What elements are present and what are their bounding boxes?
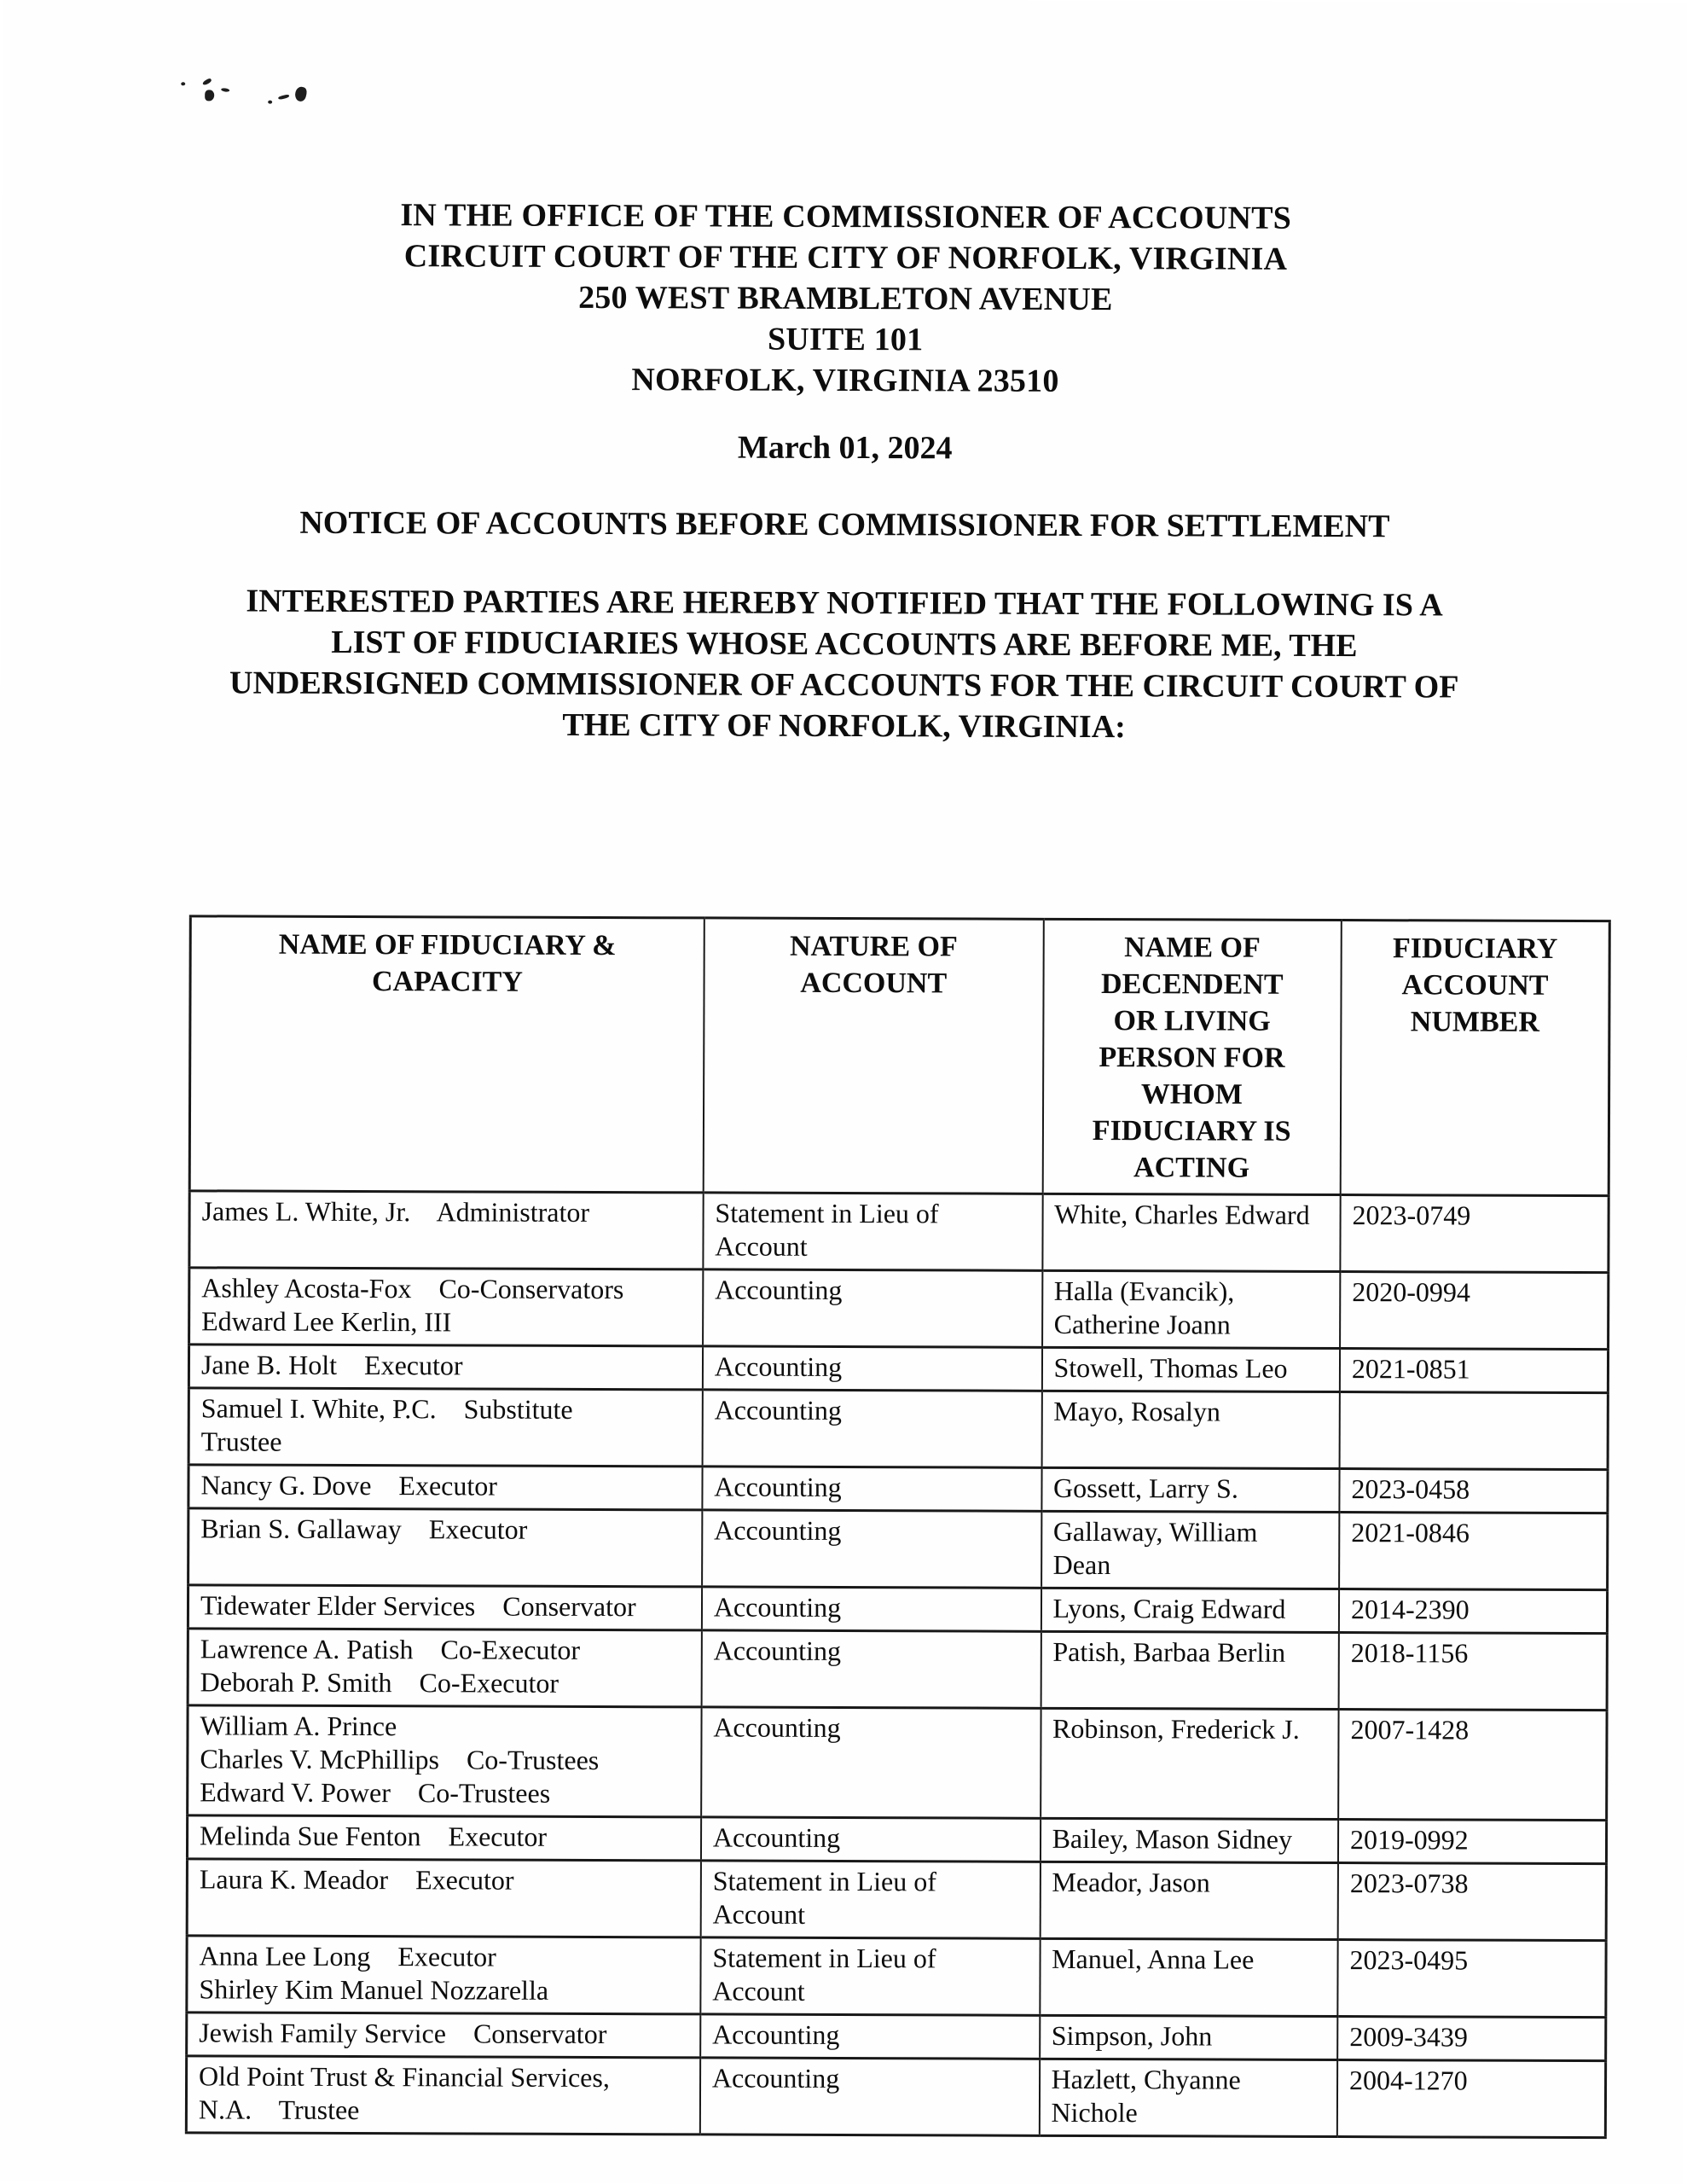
- cell-line: Patish, Barbaa Berlin: [1052, 1635, 1286, 1668]
- intro-line: THE CITY OF NORFOLK, VIRGINIA:: [562, 706, 1126, 746]
- column-header-fiduciary: [189, 916, 704, 1193]
- cell-line: Brian S. Gallaway Executor: [200, 1513, 528, 1545]
- cell-line: Nancy G. Dove Executor: [200, 1469, 497, 1502]
- table-row: [187, 1936, 1606, 2018]
- cell-line: Catherine Joann: [1053, 1308, 1231, 1340]
- accounts-table: [185, 915, 1611, 2139]
- cell-line: Account: [712, 1975, 805, 2007]
- intro-line: UNDERSIGNED COMMISSIONER OF ACCOUNTS FOR THE CIRCUIT COURT OF: [229, 665, 1459, 706]
- table-row: [188, 1388, 1608, 1470]
- table-row: [188, 1705, 1607, 1821]
- cell-line: Tidewater Elder Services Conservator: [200, 1589, 636, 1623]
- decedent-name-cell: [1041, 1391, 1340, 1468]
- cell-line: Laura K. Meador Executor: [199, 1863, 514, 1896]
- cell-line: Simpson, John: [1051, 2019, 1213, 2052]
- cell-line: ACTING: [1133, 1152, 1250, 1184]
- account-number-cell: [1339, 1469, 1608, 1513]
- cell-line: ACCOUNT: [800, 967, 948, 1000]
- table-row: [187, 2013, 1606, 2061]
- nature-of-account-cell: [700, 2014, 1040, 2059]
- cell-line: 2023-0749: [1352, 1199, 1471, 1231]
- decedent-name-cell: [1041, 1708, 1339, 1819]
- cell-line: 2023-0495: [1349, 1944, 1469, 1976]
- cell-line: Edward Lee Kerlin, III: [201, 1305, 452, 1338]
- cell-line: Old Point Trust & Financial Services,: [199, 2060, 610, 2094]
- account-number-cell: [1339, 1633, 1608, 1711]
- cell-line: 2023-0458: [1351, 1473, 1470, 1505]
- ink-speck: [278, 94, 290, 100]
- cell-line: Accounting: [714, 1394, 843, 1426]
- cell-line: Accounting: [712, 2018, 840, 2050]
- nature-of-account-cell: [701, 1707, 1041, 1818]
- cell-line: WHOM: [1140, 1078, 1243, 1111]
- fiduciary-cell: [188, 1388, 703, 1467]
- fiduciary-cell: [188, 1585, 702, 1630]
- account-number-cell: [1337, 2017, 1606, 2061]
- cell-line: 2009-3439: [1349, 2021, 1468, 2053]
- account-number-cell: [1337, 1940, 1606, 2018]
- cell-line: Account: [715, 1230, 808, 1262]
- account-number-cell: [1340, 1195, 1609, 1273]
- decedent-name-cell: [1039, 2059, 1337, 2136]
- decedent-name-cell: [1042, 1270, 1341, 1348]
- table-row: [189, 1268, 1609, 1350]
- letterhead-line-suite: SUITE 101: [767, 321, 924, 358]
- table-body: [186, 1191, 1609, 2138]
- column-header-nature: [704, 918, 1044, 1194]
- notice-title: NOTICE OF ACCOUNTS BEFORE COMMISSIONER FOR SETTLEMENT: [299, 504, 1390, 545]
- cell-line: Accounting: [715, 1274, 843, 1305]
- cell-line: 2021-0851: [1351, 1353, 1470, 1385]
- cell-line: 2004-1270: [1348, 2065, 1468, 2096]
- fiduciary-cell: [188, 1508, 703, 1587]
- letterhead-line-city: NORFOLK, VIRGINIA 23510: [631, 362, 1059, 399]
- nature-of-account-cell: [701, 1817, 1041, 1862]
- ink-speck: [268, 101, 272, 104]
- cell-line: 2020-0994: [1352, 1276, 1470, 1308]
- cell-line: ACCOUNT: [1401, 969, 1549, 1002]
- account-number-cell: [1340, 1392, 1609, 1470]
- cell-line: William A. Prince: [200, 1710, 397, 1742]
- decedent-name-cell: [1040, 2015, 1338, 2059]
- fiduciary-cell: [187, 1859, 701, 1937]
- cell-line: Hazlett, Chyanne: [1051, 2063, 1241, 2095]
- cell-line: Statement in Lieu of: [715, 1197, 939, 1229]
- decedent-name-cell: [1040, 1938, 1338, 2016]
- cell-line: FIDUCIARY: [1392, 932, 1558, 965]
- cell-line: Charles V. McPhillips Co-Trustees: [200, 1743, 600, 1776]
- account-number-cell: [1339, 1513, 1608, 1590]
- cell-line: Samuel I. White, P.C. Substitute: [200, 1392, 573, 1425]
- cell-line: DECENDENT: [1101, 968, 1284, 1001]
- nature-of-account-cell: [701, 1630, 1041, 1708]
- cell-line: Accounting: [714, 1471, 842, 1502]
- account-number-cell: [1339, 1589, 1608, 1634]
- cell-line: Deborah P. Smith Co-Executor: [200, 1666, 559, 1699]
- cell-line: Anna Lee Long Executor: [199, 1940, 496, 1972]
- cell-line: NUMBER: [1410, 1006, 1540, 1038]
- nature-of-account-cell: [703, 1346, 1042, 1391]
- fiduciary-cell: [187, 1936, 701, 2014]
- fiduciary-cell: [186, 2056, 700, 2135]
- nature-of-account-cell: [702, 1587, 1041, 1631]
- cell-line: FIDUCIARY IS: [1092, 1115, 1291, 1147]
- table-row: [187, 1859, 1606, 1941]
- table-row: [188, 1629, 1607, 1711]
- intro-line: LIST OF FIDUCIARIES WHOSE ACCOUNTS ARE BEFORE ME, THE: [331, 624, 1358, 665]
- cell-line: Account: [712, 1898, 806, 1930]
- fiduciary-cell: [188, 1629, 702, 1707]
- nature-of-account-cell: [703, 1269, 1042, 1347]
- cell-line: Manuel, Anna Lee: [1052, 1943, 1255, 1975]
- ink-speck: [221, 88, 229, 92]
- decedent-name-cell: [1042, 1194, 1341, 1271]
- cell-line: Mayo, Rosalyn: [1053, 1395, 1220, 1427]
- fiduciary-cell: [189, 1191, 704, 1269]
- cell-line: Gossett, Larry S.: [1052, 1472, 1238, 1504]
- account-number-cell: [1338, 1710, 1607, 1821]
- table-row: [189, 1191, 1609, 1273]
- intro-line: INTERESTED PARTIES ARE HEREBY NOTIFIED THAT THE FOLLOWING IS A: [246, 583, 1443, 624]
- cell-line: James L. White, Jr. Administrator: [201, 1195, 590, 1228]
- cell-line: Accounting: [711, 2062, 840, 2094]
- decedent-name-cell: [1041, 1818, 1339, 1862]
- cell-line: Statement in Lieu of: [712, 1865, 936, 1897]
- cell-line: CAPACITY: [371, 966, 524, 998]
- nature-of-account-cell: [701, 1861, 1041, 1938]
- ink-speck: [202, 78, 212, 86]
- fiduciary-cell: [188, 1705, 702, 1817]
- table-row: [186, 2056, 1605, 2138]
- table-row: [188, 1465, 1608, 1513]
- cell-line: Accounting: [713, 1711, 841, 1743]
- cell-line: Halla (Evancik),: [1053, 1275, 1235, 1307]
- cell-line: Gallaway, William: [1052, 1515, 1258, 1548]
- account-number-cell: [1338, 1820, 1607, 1864]
- table-header-row: [189, 916, 1609, 1196]
- cell-line: NATURE OF: [789, 930, 958, 963]
- document-date: March 01, 2024: [737, 429, 953, 467]
- nature-of-account-cell: [700, 2058, 1040, 2135]
- decedent-name-cell: [1041, 1347, 1340, 1391]
- cell-line: Accounting: [713, 1591, 842, 1623]
- nature-of-account-cell: [700, 1937, 1040, 2015]
- table-row: [188, 1345, 1608, 1393]
- cell-line: Lawrence A. Patish Co-Executor: [200, 1633, 581, 1665]
- fiduciary-cell: [187, 2013, 701, 2058]
- cell-line: 2014-2390: [1350, 1594, 1470, 1625]
- cell-line: 2023-0738: [1349, 1867, 1469, 1899]
- cell-line: Accounting: [713, 1635, 842, 1666]
- account-number-cell: [1340, 1272, 1609, 1350]
- fiduciary-cell: [188, 1345, 703, 1390]
- cell-line: White, Charles Edward: [1054, 1198, 1310, 1230]
- decedent-name-cell: [1041, 1631, 1339, 1709]
- letterhead-line-court: CIRCUIT COURT OF THE CITY OF NORFOLK, VIRGINIA: [403, 238, 1288, 277]
- cell-line: 2007-1428: [1350, 1714, 1470, 1745]
- cell-line: 2018-1156: [1350, 1637, 1469, 1669]
- account-number-cell: [1337, 2060, 1606, 2138]
- cell-line: Statement in Lieu of: [712, 1942, 936, 1974]
- fiduciary-cell: [188, 1465, 703, 1510]
- table-row: [188, 1585, 1607, 1634]
- cell-line: Stowell, Thomas Leo: [1053, 1351, 1288, 1384]
- cell-line: 2019-0992: [1349, 1824, 1469, 1856]
- cell-line: Lyons, Craig Edward: [1052, 1592, 1286, 1624]
- decedent-name-cell: [1040, 1862, 1338, 1939]
- cell-line: NAME OF FIDUCIARY &: [278, 928, 617, 962]
- nature-of-account-cell: [703, 1193, 1042, 1270]
- cell-line: Accounting: [712, 1821, 841, 1853]
- intro-paragraph: [1, 580, 1687, 750]
- letterhead-line-street: 250 WEST BRAMBLETON AVENUE: [578, 279, 1113, 318]
- cell-line: Jane B. Holt Executor: [200, 1349, 463, 1381]
- account-number-cell: [1338, 1863, 1607, 1941]
- fiduciary-cell: [189, 1268, 704, 1346]
- cell-line: N.A. Trustee: [198, 2094, 360, 2126]
- letterhead: [2, 194, 1687, 404]
- column-header-decedent: [1042, 919, 1342, 1194]
- account-number-cell: [1340, 1349, 1609, 1393]
- nature-of-account-cell: [702, 1390, 1041, 1467]
- cell-line: OR LIVING: [1113, 1005, 1271, 1037]
- cell-line: Ashley Acosta-Fox Co-Conservators: [201, 1272, 624, 1305]
- cell-line: Nichole: [1051, 2096, 1138, 2129]
- column-header-account-number: [1341, 921, 1610, 1196]
- cell-line: Shirley Kim Manuel Nozzarella: [199, 1973, 549, 2006]
- cell-line: Meador, Jason: [1052, 1866, 1210, 1898]
- ink-speck: [181, 82, 185, 85]
- cell-line: PERSON FOR: [1099, 1042, 1285, 1074]
- cell-line: Accounting: [714, 1514, 842, 1546]
- cell-line: Jewish Family Service Conservator: [199, 2017, 607, 2050]
- cell-line: Melinda Sue Fenton Executor: [199, 1820, 548, 1852]
- cell-line: Accounting: [714, 1350, 843, 1382]
- ink-speck: [205, 90, 214, 101]
- nature-of-account-cell: [702, 1467, 1041, 1511]
- cell-line: Dean: [1052, 1548, 1111, 1581]
- fiduciary-cell: [187, 1815, 701, 1861]
- cell-line: Bailey, Mason Sidney: [1052, 1822, 1293, 1855]
- letterhead-line-office: IN THE OFFICE OF THE COMMISSIONER OF ACCOUNTS: [400, 197, 1292, 236]
- decedent-name-cell: [1041, 1511, 1340, 1589]
- cell-line: NAME OF: [1124, 932, 1261, 964]
- ink-speck: [294, 86, 308, 102]
- decedent-name-cell: [1041, 1588, 1339, 1632]
- cell-line: Edward V. Power Co-Trustees: [200, 1776, 551, 1809]
- table-row: [188, 1508, 1608, 1590]
- nature-of-account-cell: [702, 1510, 1041, 1588]
- cell-line: 2021-0846: [1351, 1517, 1470, 1548]
- cell-line: Trustee: [200, 1426, 282, 1457]
- decedent-name-cell: [1041, 1467, 1340, 1512]
- table-row: [187, 1815, 1606, 1864]
- cell-line: Robinson, Frederick J.: [1052, 1712, 1300, 1745]
